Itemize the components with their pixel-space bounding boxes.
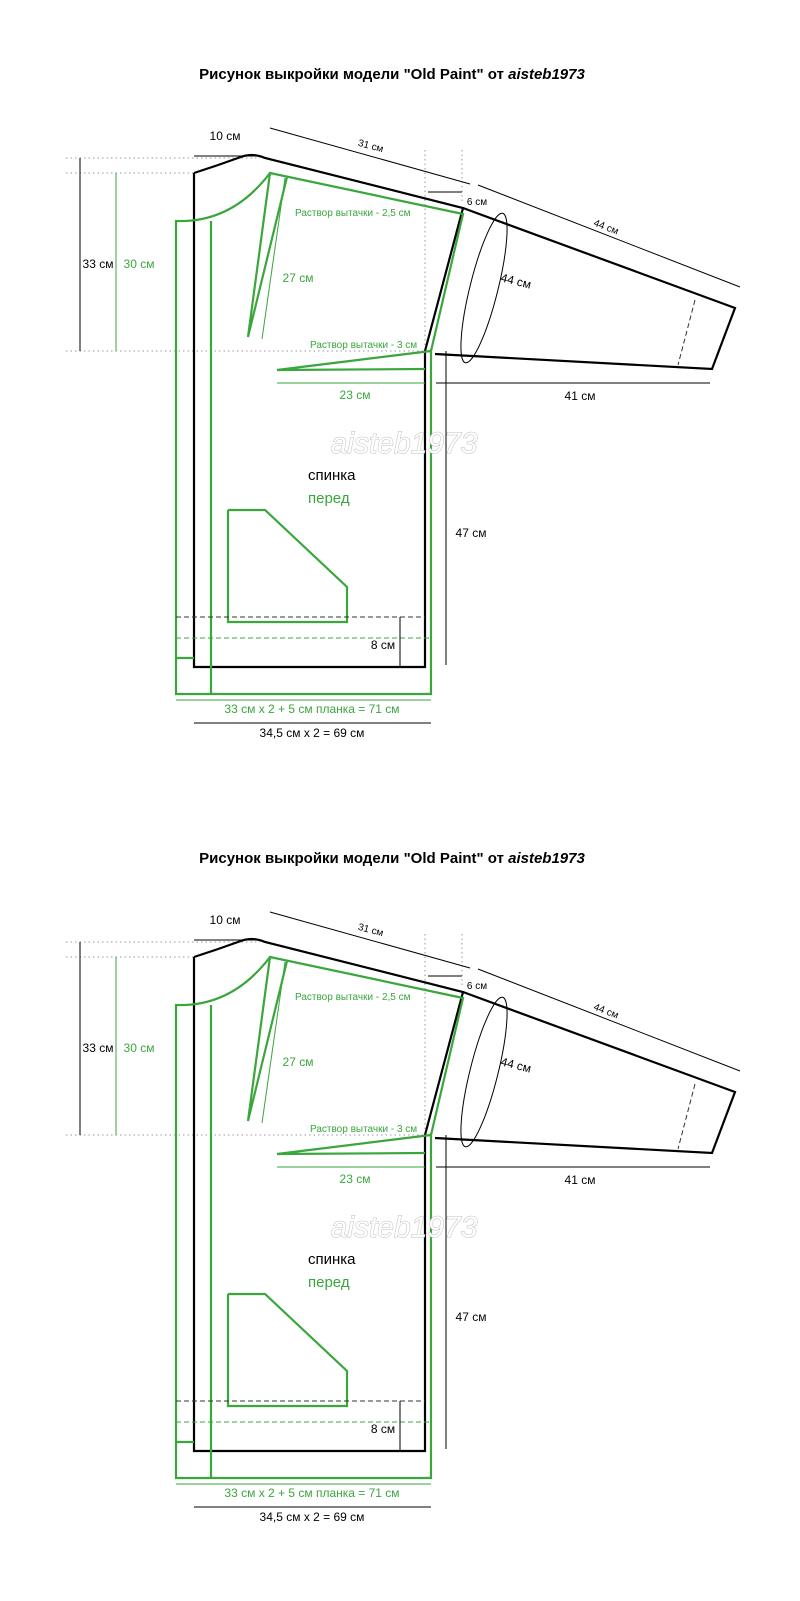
dart-length-label: 27 см: [282, 1055, 314, 1069]
body-length-label: 47 см: [455, 1310, 487, 1324]
side-dart: [277, 1135, 431, 1154]
dart-opening-side-label: Раствор вытачки - 3 см: [310, 1124, 418, 1135]
back-piece-outline: [194, 155, 463, 667]
front-height-label: 30 см: [123, 1041, 155, 1055]
sleeve-top-arrow: [478, 185, 740, 287]
shoulder-arrow: [270, 912, 470, 968]
armhole-ellipse: [452, 210, 516, 366]
shoulder-arrow: [270, 128, 470, 184]
diagram-title: Рисунок выкройки модели "Old Paint" от aisteb1973: [199, 850, 585, 867]
side-dart-label: 23 см: [339, 1172, 371, 1186]
front-width-label: 33 см х 2 + 5 см планка = 71 см: [224, 1486, 400, 1500]
diagram-title: Рисунок выкройки модели "Old Paint" от aisteb1973: [199, 66, 585, 83]
sleeve-cuff-line: [678, 300, 695, 365]
armhole-label: 44 см: [499, 1054, 533, 1076]
pattern-drawing: [0, 0, 800, 784]
hem-label: 8 см: [370, 1422, 396, 1436]
front-width-label: 33 см х 2 + 5 см планка = 71 см: [224, 702, 400, 716]
sleeve-top-arrow: [478, 969, 740, 1071]
shoulder-length-label: 31 см: [356, 137, 385, 156]
shoulder-length-label: 31 см: [356, 921, 385, 940]
sleeve-bottom-label: 41 см: [564, 1173, 596, 1187]
watermark: aisteb1973: [330, 427, 478, 460]
watermark: aisteb1973: [330, 1211, 478, 1244]
dart-opening-top-label: Раствор вытачки - 2,5 см: [295, 208, 411, 219]
dart-opening-side-label: Раствор вытачки - 3 см: [310, 340, 418, 351]
dart-length-label: 27 см: [282, 271, 314, 285]
pocket-outline: [228, 510, 347, 622]
back-width-label: 34,5 см х 2 = 69 см: [259, 1510, 365, 1524]
neck-width-label: 10 см: [209, 913, 241, 927]
shoulder-dart: [248, 173, 287, 337]
pattern-diagram-1: [0, 0, 800, 784]
side-dart: [277, 351, 431, 370]
sleeve-bottom-label: 41 см: [564, 389, 596, 403]
hem-label: 8 см: [370, 638, 396, 652]
front-piece-label: перед: [308, 490, 350, 507]
sleeve-top-label: 44 см: [591, 1001, 620, 1022]
shoulder-extension-label: 6 см: [466, 981, 488, 992]
back-width-label: 34,5 см х 2 = 69 см: [259, 726, 365, 740]
shoulder-dart: [248, 957, 287, 1121]
back-height-label: 33 см: [82, 257, 114, 271]
body-length-label: 47 см: [455, 526, 487, 540]
armhole-label: 44 см: [499, 270, 533, 292]
armhole-ellipse: [452, 994, 516, 1150]
shoulder-extension-label: 6 см: [466, 197, 488, 208]
pattern-drawing: [0, 784, 800, 1568]
pocket-outline: [228, 1294, 347, 1406]
front-piece-label: перед: [308, 1274, 350, 1291]
dart-opening-top-label: Раствор вытачки - 2,5 см: [295, 992, 411, 1003]
pattern-diagram-2: [0, 784, 800, 1568]
side-dart-label: 23 см: [339, 388, 371, 402]
sleeve-cuff-line: [678, 1084, 695, 1149]
back-piece-outline: [194, 939, 463, 1451]
sleeve-top-label: 44 см: [591, 217, 620, 238]
back-piece-label: спинка: [308, 1251, 356, 1268]
neck-width-label: 10 см: [209, 129, 241, 143]
front-height-label: 30 см: [123, 257, 155, 271]
back-piece-label: спинка: [308, 467, 356, 484]
back-height-label: 33 см: [82, 1041, 114, 1055]
